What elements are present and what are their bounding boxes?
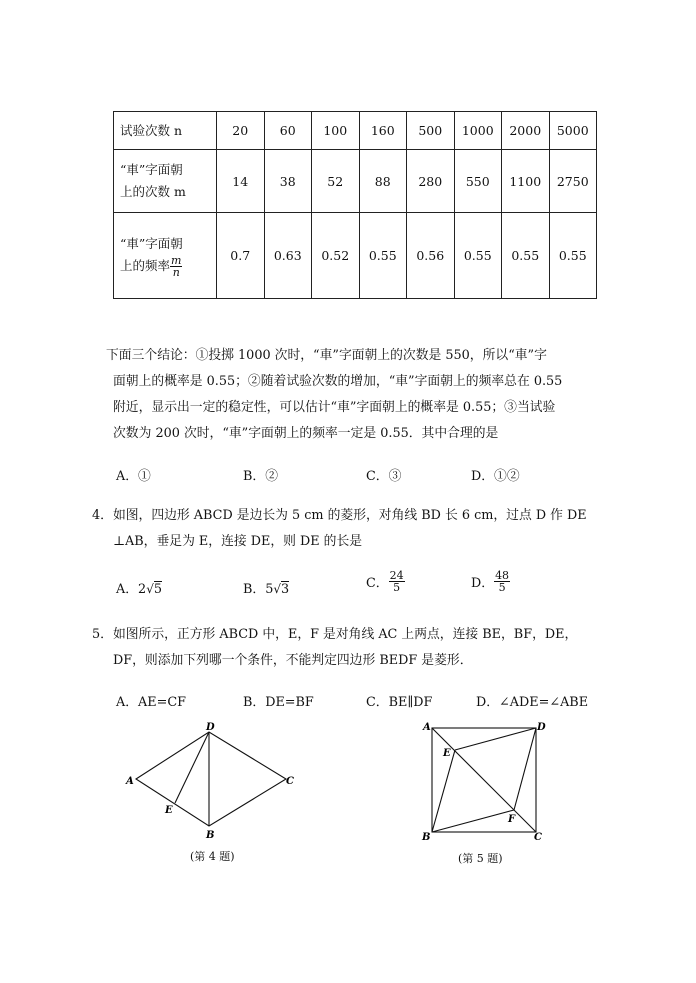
table-cell: 160 — [359, 112, 407, 150]
option-prefix: D． — [471, 576, 495, 591]
point-label-a: A — [126, 776, 134, 787]
point-label-a: A — [423, 722, 431, 733]
table-cell: 60 — [264, 112, 312, 150]
table-cell: 280 — [407, 150, 455, 213]
fraction-denominator: 5 — [498, 581, 506, 594]
point-label-b: B — [422, 832, 431, 843]
table-cell: 2000 — [502, 112, 550, 150]
table-cell: 2750 — [549, 150, 597, 213]
q3-text-line: 次数为 200 次时，“車”字面朝上的频率一定是 0.55．其中合理的是 — [113, 426, 499, 441]
figure-5-square — [418, 718, 548, 848]
fraction-numerator: 24 — [389, 569, 404, 582]
fraction — [389, 570, 405, 593]
point-label-e: E — [443, 748, 451, 759]
table-cell: 14 — [217, 150, 265, 213]
table-row — [114, 213, 597, 299]
table-cell: 0.7 — [217, 213, 265, 299]
rhombus-outline — [136, 732, 286, 826]
radicand: 3 — [281, 582, 290, 597]
q5-option-b[interactable]: B．DE=BF — [243, 695, 314, 710]
table-row — [114, 112, 597, 150]
fraction-denominator: n — [172, 266, 180, 279]
table-cell: 100 — [312, 112, 360, 150]
figure-4-caption: (第 4 题) — [190, 850, 235, 863]
row-label-line: 上的次数 m — [120, 184, 186, 199]
point-label-e: E — [165, 805, 173, 816]
option-prefix: A．2 — [116, 582, 147, 597]
point-label-c: C — [534, 832, 542, 843]
segment-de — [455, 728, 536, 750]
q5-text-line: DF，则添加下列哪一个条件，不能判定四边形 BEDF 是菱形． — [113, 653, 473, 668]
segment-df — [514, 728, 536, 810]
table-cell: 550 — [454, 150, 502, 213]
segment-be — [432, 750, 455, 832]
frequency-table — [113, 111, 597, 299]
segment-bf — [432, 810, 514, 832]
q3-text-line: 附近，显示出一定的稳定性，可以估计“車”字面朝上的概率是 0.55；③当试验 — [113, 400, 556, 415]
option-prefix: C． — [366, 576, 389, 591]
point-label-d: D — [206, 722, 215, 733]
q3-option-c[interactable]: C．③ — [366, 469, 402, 484]
table-cell: 0.56 — [407, 213, 455, 299]
row-label-text: 上的频率 — [120, 258, 171, 273]
table-cell: 0.55 — [359, 213, 407, 299]
q4-text-line: 4．如图，四边形 ABCD 是边长为 5 cm 的菱形，对角线 BD 长 6 cm，过点 D 作 DE — [92, 508, 587, 523]
table-cell: 0.52 — [312, 213, 360, 299]
row-label-frequency — [114, 213, 217, 299]
q5-text-line: 5．如图所示，正方形 ABCD 中，E，F 是对角线 AC 上两点，连接 BE，BF，DE， — [92, 627, 578, 642]
q4-option-d[interactable] — [471, 570, 510, 593]
row-label-trials: 试验次数 n — [114, 112, 217, 150]
row-label-line — [120, 255, 216, 278]
option-prefix: B．5 — [243, 582, 274, 597]
point-label-c: C — [286, 776, 294, 787]
row-label-line: “車”字面朝 — [120, 162, 183, 177]
q4-text-line: ⊥AB，垂足为 E，连接 DE，则 DE 的长是 — [113, 534, 363, 549]
table-cell: 0.63 — [264, 213, 312, 299]
q4-option-c[interactable] — [366, 570, 405, 593]
radicand: 5 — [153, 582, 162, 597]
table-cell: 20 — [217, 112, 265, 150]
table-cell: 52 — [312, 150, 360, 213]
q3-text-line: 面朝上的概率是 0.55；②随着试验次数的增加，“車”字面朝上的频率总在 0.55 — [113, 374, 563, 389]
sqrt-sign: √ — [273, 582, 281, 596]
q3-option-b[interactable]: B．② — [243, 469, 278, 484]
table-cell: 1100 — [502, 150, 550, 213]
table-row — [114, 150, 597, 213]
table-cell: 0.55 — [549, 213, 597, 299]
figure-4-rhombus — [120, 722, 300, 842]
q3-option-d[interactable]: D．①② — [471, 469, 520, 484]
q5-option-d[interactable]: D．∠ADE=∠ABE — [476, 695, 589, 710]
figure-5-caption: (第 5 题) — [458, 852, 503, 865]
row-label-count — [114, 150, 217, 213]
table-cell: 0.55 — [502, 213, 550, 299]
q5-option-c[interactable]: C．BE∥DF — [366, 695, 433, 710]
q4-option-b[interactable] — [243, 578, 289, 597]
q5-option-a[interactable]: A．AE=CF — [116, 695, 187, 710]
point-label-d: D — [537, 722, 546, 733]
diagonal-ac — [432, 728, 536, 832]
q3-option-a[interactable]: A．① — [116, 469, 151, 484]
table-cell: 38 — [264, 150, 312, 213]
table-cell: 0.55 — [454, 213, 502, 299]
point-label-f: F — [508, 814, 516, 825]
table-cell: 5000 — [549, 112, 597, 150]
table-cell: 88 — [359, 150, 407, 213]
sqrt-sign: √ — [146, 582, 154, 596]
fraction — [494, 570, 510, 593]
q3-text-line: 下面三个结论：①投掷 1000 次时，“車”字面朝上的次数是 550，所以“車”字 — [106, 348, 547, 363]
table-cell: 500 — [407, 112, 455, 150]
table-cell: 1000 — [454, 112, 502, 150]
point-label-b: B — [206, 830, 215, 841]
fraction-m-over-n — [170, 255, 182, 278]
fraction-numerator: m — [171, 254, 182, 267]
fraction-numerator: 48 — [495, 569, 510, 582]
row-label-line: “車”字面朝 — [120, 236, 183, 251]
fraction-denominator: 5 — [393, 581, 401, 594]
q4-option-a[interactable] — [116, 578, 162, 597]
